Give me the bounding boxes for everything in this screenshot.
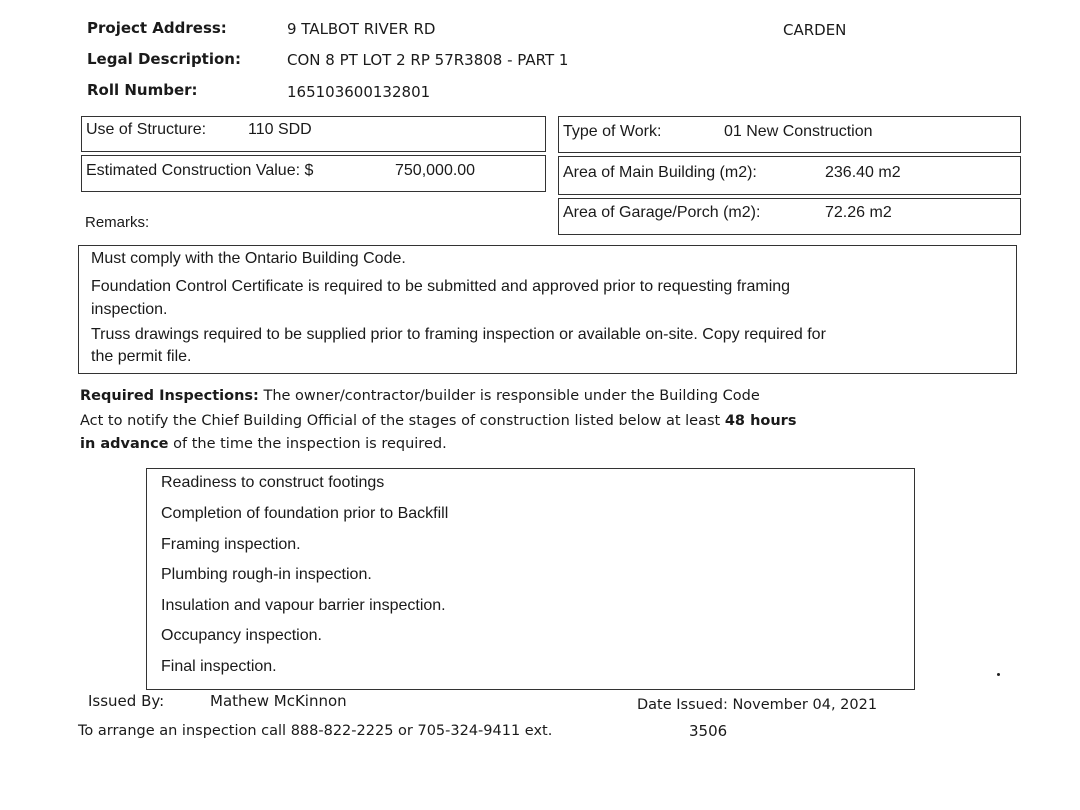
use-of-structure-value: 110 SDD [248,121,312,138]
remark-line: the permit file. [91,348,192,365]
use-of-structure-label: Use of Structure: [86,121,207,138]
remark-line: Truss drawings required to be supplied prior to framing inspection or available on-site. Copy required for [91,326,826,343]
inspection-item: Plumbing rough-in inspection. [161,566,372,583]
remark-line: Foundation Control Certificate is required to be submitted and approved prior to requesting framing [91,278,791,295]
project-address-value: 9 TALBOT RIVER RD [287,20,436,38]
municipality: CARDEN [783,21,847,39]
remark-line: inspection. [91,301,168,318]
type-of-work-value: 01 New Construction [724,123,873,140]
legal-description-value: CON 8 PT LOT 2 RP 57R3808 - PART 1 [287,51,569,69]
garage-area-label: Area of Garage/Porch (m2): [563,204,761,221]
remark-line: Must comply with the Ontario Building Code. [91,250,406,267]
required-inspections-line3 [80,436,447,452]
arrange-inspection-text: To arrange an inspection call 888-822-2225 or 705-324-9411 ext. [78,723,553,739]
inspection-item: Readiness to construct footings [161,474,385,491]
main-building-area-box [558,156,1021,195]
required-inspections-text: of the time the inspection is required. [168,436,447,452]
legal-description-label: Legal Description: [87,50,241,68]
construction-value-box [81,155,546,192]
scan-speck [997,673,1000,676]
issued-by-value: Mathew McKinnon [210,692,347,710]
use-of-structure-box [81,116,546,152]
date-issued: Date Issued: November 04, 2021 [637,697,878,713]
required-inspections-line1 [80,388,760,404]
required-inspections-text: Act to notify the Chief Building Official of the stages of construction listed below at least [80,413,725,429]
remarks-box [78,245,1017,374]
garage-area-value: 72.26 m2 [825,204,892,221]
issued-by-label: Issued By: [88,692,165,710]
roll-number-value: 165103600132801 [287,83,431,101]
inspection-item: Insulation and vapour barrier inspection. [161,597,446,614]
inspection-list-box [146,468,915,690]
remarks-label: Remarks: [85,214,150,231]
inspection-item: Framing inspection. [161,536,301,553]
required-inspections-line2 [80,413,796,429]
type-of-work-box [558,116,1021,153]
notice-advance: in advance [80,436,169,452]
construction-value-amount: 750,000.00 [395,162,476,179]
garage-area-box [558,198,1021,235]
notice-period: 48 hours [724,413,797,429]
construction-value-label: Estimated Construction Value: $ [86,162,314,179]
main-building-area-value: 236.40 m2 [825,164,901,181]
inspection-item: Occupancy inspection. [161,627,322,644]
type-of-work-label: Type of Work: [563,123,662,140]
inspection-item: Completion of foundation prior to Backfill [161,505,449,522]
phone-extension: 3506 [689,722,728,740]
main-building-area-label: Area of Main Building (m2): [563,164,757,181]
project-address-label: Project Address: [87,19,227,37]
required-inspections-text: The owner/contractor/builder is responsible under the Building Code [258,388,760,404]
roll-number-label: Roll Number: [87,81,198,99]
required-inspections-heading: Required Inspections: [80,388,259,404]
inspection-item: Final inspection. [161,658,277,675]
